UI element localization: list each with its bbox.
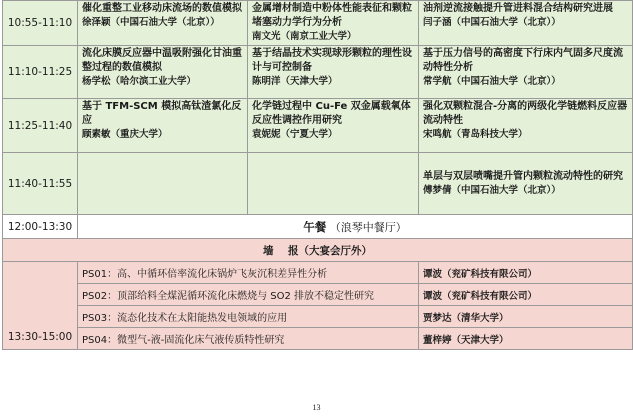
session-row — [3, 99, 633, 153]
talk-cell — [419, 99, 633, 153]
poster-row — [3, 262, 633, 284]
talk-author: 南文光（南京工业大学） — [252, 31, 357, 42]
talk-title: 基于结晶技术实现球形颗粒的理性设计与可控制备 — [252, 48, 412, 73]
poster-heading: 墙 报（大宴会厅外） — [3, 239, 633, 262]
talk-author: 傅梦倩（中国石油大学（北京）） — [423, 184, 561, 196]
talk-author: 常学航（中国石油大学（北京）） — [423, 76, 561, 87]
poster-author: 谭波（兖矿科技有限公司） — [419, 262, 633, 284]
time-slot: 11:25-11:40 — [3, 99, 78, 153]
page-number: 13 — [312, 403, 321, 412]
talk-cell — [248, 153, 419, 215]
talk-title: 化学链过程中 Cu-Fe 双金属载氧体反应性调控作用研究 — [252, 101, 411, 126]
lunch-place: （浪琴中餐厅） — [329, 220, 407, 234]
session-row — [3, 153, 633, 215]
poster-title: PS01：高、中循环倍率流化床锅炉飞灰沉积差异性分析 — [78, 262, 419, 284]
talk-title: 单层与双层喷嘴提升管内颗粒流动特性的研究 — [423, 170, 623, 182]
talk-author: 顾素敏（重庆大学） — [82, 129, 168, 140]
poster-author: 贾梦达（清华大学） — [419, 306, 633, 328]
session-row — [3, 1, 633, 46]
talk-cell — [248, 99, 419, 153]
talk-cell — [78, 46, 248, 99]
talk-title: 基于 TFM-SCM 模拟高钛渣氯化反应 — [82, 101, 242, 126]
talk-title: 流化床膜反应器中温吸附强化甘油重整过程的数值模拟 — [82, 48, 242, 73]
poster-row — [3, 306, 633, 328]
talk-cell — [419, 46, 633, 99]
talk-author: 闫子涵（中国石油大学（北京）） — [423, 17, 561, 28]
time-slot: 11:40-11:55 — [3, 153, 78, 215]
talk-cell — [248, 46, 419, 99]
talk-author: 徐泽颖（中国石油大学（北京）） — [82, 17, 220, 28]
poster-title: PS02：顶部给料全煤泥循环流化床燃烧与 SO2 排放不稳定性研究 — [78, 284, 419, 306]
lunch-label: 午餐 — [303, 219, 327, 234]
lunch-row — [3, 215, 633, 239]
lunch-time: 12:00-13:30 — [3, 215, 78, 239]
talk-author: 陈明洋（天津大学） — [252, 76, 338, 87]
poster-title: PS04：微型气-液-固流化床气液传质特性研究 — [78, 328, 419, 350]
poster-time: 13:30-15:00 — [3, 262, 78, 350]
poster-row — [3, 328, 633, 350]
talk-cell — [419, 1, 633, 46]
poster-author: 董梓婷（天津大学） — [419, 328, 633, 350]
talk-cell — [78, 1, 248, 46]
talk-cell — [78, 99, 248, 153]
talk-cell — [419, 153, 633, 215]
poster-heading-row — [3, 239, 633, 262]
talk-title: 基于压力信号的高密度下行床内气固多尺度流动特性分析 — [423, 48, 623, 73]
session-row — [3, 46, 633, 99]
schedule-table — [2, 0, 633, 350]
talk-title: 强化双颗粒混合-分离的两级化学链燃料反应器流动特性 — [423, 101, 628, 126]
time-slot: 10:55-11:10 — [3, 1, 78, 46]
talk-author: 宋鸣航（青岛科技大学） — [423, 129, 528, 140]
talk-title: 油剂逆流接触提升管进料混合结构研究进展 — [423, 3, 613, 14]
poster-author: 谭波（兖矿科技有限公司） — [419, 284, 633, 306]
talk-author: 袁妮妮（宁夏大学） — [252, 129, 338, 140]
talk-cell — [248, 1, 419, 46]
talk-author: 杨学松（哈尔滨工业大学） — [82, 76, 197, 87]
talk-cell — [78, 153, 248, 215]
talk-title: 催化重整工业移动床流场的数值模拟 — [82, 3, 242, 14]
poster-title: PS03：流态化技术在太阳能热发电领域的应用 — [78, 306, 419, 328]
poster-row — [3, 284, 633, 306]
talk-title: 金属增材制造中粉体性能表征和颗粒堵塞动力学行为分析 — [252, 3, 412, 28]
lunch-cell — [78, 215, 633, 239]
time-slot: 11:10-11:25 — [3, 46, 78, 99]
